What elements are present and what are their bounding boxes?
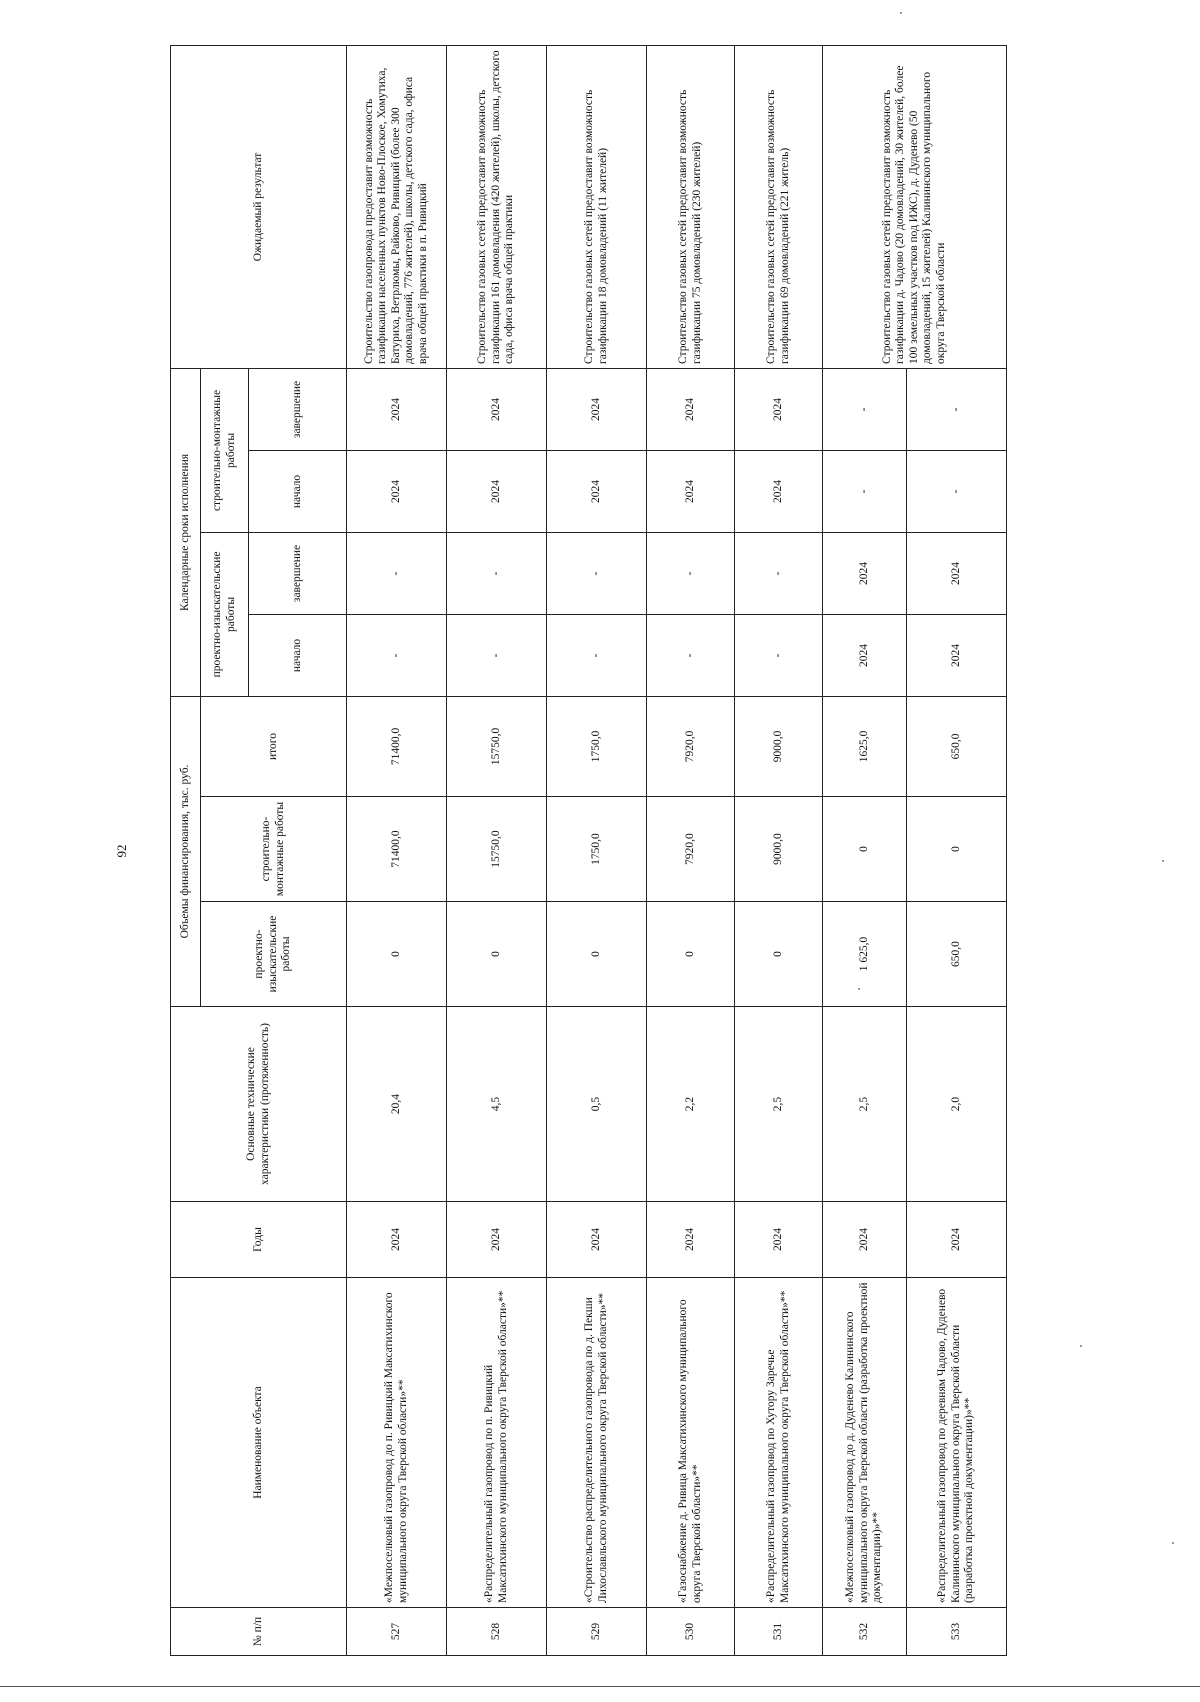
page-number: 92: [114, 844, 129, 858]
row-fin-pir: 0: [547, 902, 647, 1007]
row-pir-start: -: [547, 614, 647, 696]
row-length: 2,0: [907, 1007, 1007, 1202]
row-year: 2024: [547, 1202, 647, 1278]
header-fin-smr: строительно-монтажные работы: [201, 797, 347, 902]
scan-speck: [1080, 1345, 1082, 1347]
row-pir-start: -: [347, 614, 447, 696]
row-pir-end: 2024: [907, 532, 1007, 614]
row-smr-end: 2024: [547, 368, 647, 450]
header-smr-end: завершение: [249, 368, 347, 450]
row-fin-total: 71400,0: [347, 696, 447, 796]
row-smr-start: 2024: [735, 450, 823, 532]
row-pir-end: 2024: [823, 532, 907, 614]
header-dates-pir: проектно-изыскательские работы: [201, 532, 249, 696]
row-smr-start: 2024: [347, 450, 447, 532]
table-row: [447, 45, 547, 1655]
header-smr-start: начало: [249, 450, 347, 532]
row-result-merged: Строительство газовых сетей предоставит возможность газификации д. Чадово (20 домовладений, 30 жителей, более 100 земельных участков под ИЖС), д. Дуденево (50 домовладений, 15 жителей) Калининского муниципального округа Тверской области: [823, 45, 1007, 368]
row-year: 2024: [447, 1202, 547, 1278]
row-pir-end: -: [647, 532, 735, 614]
header-pir-start: начало: [249, 614, 347, 696]
row-name: «Газоснабжение д. Ривица Максатихинского муниципального округа Тверской области»**: [647, 1278, 735, 1608]
header-finance-group: Объемы финансирования, тыс. руб.: [171, 696, 201, 1006]
header-tech: Основные технические характеристики (протяженность): [171, 1007, 347, 1202]
row-fin-total: 9000,0: [735, 696, 823, 796]
row-fin-pir: 0: [347, 902, 447, 1007]
row-pir-start: -: [735, 614, 823, 696]
row-name: «Распределительный газопровод по деревням Чадово, Дуденево Калининского муниципального округа Тверской области (разработка проектной документации)»**: [907, 1278, 1007, 1608]
row-fin-smr: 1750,0: [547, 797, 647, 902]
row-num: 531: [735, 1608, 823, 1656]
header-dates-group: Календарные сроки исполнения: [171, 368, 201, 696]
row-name: «Межпоселковый газопровод до п. Ривицкий Максатихинского муниципального округа Тверской области»**: [347, 1278, 447, 1608]
row-smr-end: -: [823, 368, 907, 450]
scan-speck: [900, 12, 902, 14]
row-num: 529: [547, 1608, 647, 1656]
row-smr-end: 2024: [447, 368, 547, 450]
row-pir-start: -: [447, 614, 547, 696]
table-row: [347, 45, 447, 1655]
row-pir-start: 2024: [907, 614, 1007, 696]
row-fin-pir: 0: [647, 902, 735, 1007]
table-row: [823, 45, 907, 1655]
header-num: № п/п: [171, 1608, 347, 1656]
table-row: [547, 45, 647, 1655]
row-num: 532: [823, 1608, 907, 1656]
row-length: 0,5: [547, 1007, 647, 1202]
row-fin-smr: 7920,0: [647, 797, 735, 902]
row-result: Строительство газовых сетей предоставит возможность газификации 18 домовладений (11 жителей): [547, 45, 647, 368]
gas-pipeline-table: [170, 45, 1007, 1656]
scan-speck: [858, 988, 860, 990]
row-result: Строительство газовых сетей предоставит возможность газификации 69 домовладений (221 житель): [735, 45, 823, 368]
row-num: 527: [347, 1608, 447, 1656]
row-result: Строительство газопровода предоставит возможность газификации населенных пунктов Ново-Плоское, Хомутиха, Батуриха, Ветрлюмы, Райково, Ривицкий (более 300 домовладений, 776 жителей), школы, детского сада, офиса врача общей практики в п. Ривицкий: [347, 45, 447, 368]
row-smr-end: 2024: [347, 368, 447, 450]
row-pir-start: 2024: [823, 614, 907, 696]
row-fin-pir: 650,0: [907, 902, 1007, 1007]
row-fin-total: 1625,0: [823, 696, 907, 796]
row-pir-end: -: [735, 532, 823, 614]
header-fin-pir: проектно-изыскательские работы: [201, 902, 347, 1007]
row-name: «Строительство распределительного газопровода по д. Пекши Лихославльского муниципального округа Тверской области»**: [547, 1278, 647, 1608]
row-num: 530: [647, 1608, 735, 1656]
row-fin-pir: 0: [735, 902, 823, 1007]
row-pir-end: -: [447, 532, 547, 614]
row-fin-smr: 0: [823, 797, 907, 902]
header-fin-total: итого: [201, 696, 347, 796]
header-dates-smr: строительно-монтажные работы: [201, 368, 249, 532]
row-fin-total: 1750,0: [547, 696, 647, 796]
row-result: Строительство газовых сетей предоставит возможность газификации 161 домовладения (420 жителей), школы, детского сада, офиса врача общей практики: [447, 45, 547, 368]
rotated-table-wrapper: [170, 46, 1198, 1656]
header-pir-end: завершение: [249, 532, 347, 614]
scan-bottom-rule: [0, 1686, 1200, 1687]
row-year: 2024: [823, 1202, 907, 1278]
row-year: 2024: [647, 1202, 735, 1278]
row-num: 533: [907, 1608, 1007, 1656]
row-smr-start: 2024: [547, 450, 647, 532]
row-length: 2,2: [647, 1007, 735, 1202]
row-fin-pir: 0: [447, 902, 547, 1007]
row-year: 2024: [907, 1202, 1007, 1278]
row-year: 2024: [347, 1202, 447, 1278]
row-smr-start: -: [823, 450, 907, 532]
table-row: [647, 45, 735, 1655]
row-name: «Распределительный газопровод по п. Ривицкий Максатихинского муниципального округа Тверской области»**: [447, 1278, 547, 1608]
row-smr-start: 2024: [647, 450, 735, 532]
row-fin-smr: 9000,0: [735, 797, 823, 902]
row-smr-end: 2024: [735, 368, 823, 450]
row-year: 2024: [735, 1202, 823, 1278]
row-length: 2,5: [735, 1007, 823, 1202]
row-fin-total: 15750,0: [447, 696, 547, 796]
row-smr-end: 2024: [647, 368, 735, 450]
row-fin-pir: 1 625,0: [823, 902, 907, 1007]
row-length: 20,4: [347, 1007, 447, 1202]
row-smr-start: 2024: [447, 450, 547, 532]
row-pir-end: -: [347, 532, 447, 614]
row-name: «Межпоселковый газопровод до д. Дуденево Калининского муниципального округа Тверской области (разработка проектной документации)»**: [823, 1278, 907, 1608]
row-pir-end: -: [547, 532, 647, 614]
row-fin-smr: 0: [907, 797, 1007, 902]
row-length: 2,5: [823, 1007, 907, 1202]
scan-speck: [1172, 1542, 1174, 1544]
row-name: «Распределительный газопровод по Хутору Заречье Максатихинского муниципального округа Тверской области»**: [735, 1278, 823, 1608]
row-num: 528: [447, 1608, 547, 1656]
row-fin-total: 650,0: [907, 696, 1007, 796]
row-result: Строительство газовых сетей предоставит возможность газификации 75 домовладений (230 жителей): [647, 45, 735, 368]
header-years: Годы: [171, 1202, 347, 1278]
header-name: Наименование объекта: [171, 1278, 347, 1608]
header-result: Ожидаемый результат: [171, 45, 347, 368]
row-pir-start: -: [647, 614, 735, 696]
scan-speck: [1162, 860, 1164, 862]
row-fin-total: 7920,0: [647, 696, 735, 796]
table-row: [735, 45, 823, 1655]
row-fin-smr: 71400,0: [347, 797, 447, 902]
row-smr-start: -: [907, 450, 1007, 532]
row-fin-smr: 15750,0: [447, 797, 547, 902]
row-smr-end: -: [907, 368, 1007, 450]
row-length: 4,5: [447, 1007, 547, 1202]
